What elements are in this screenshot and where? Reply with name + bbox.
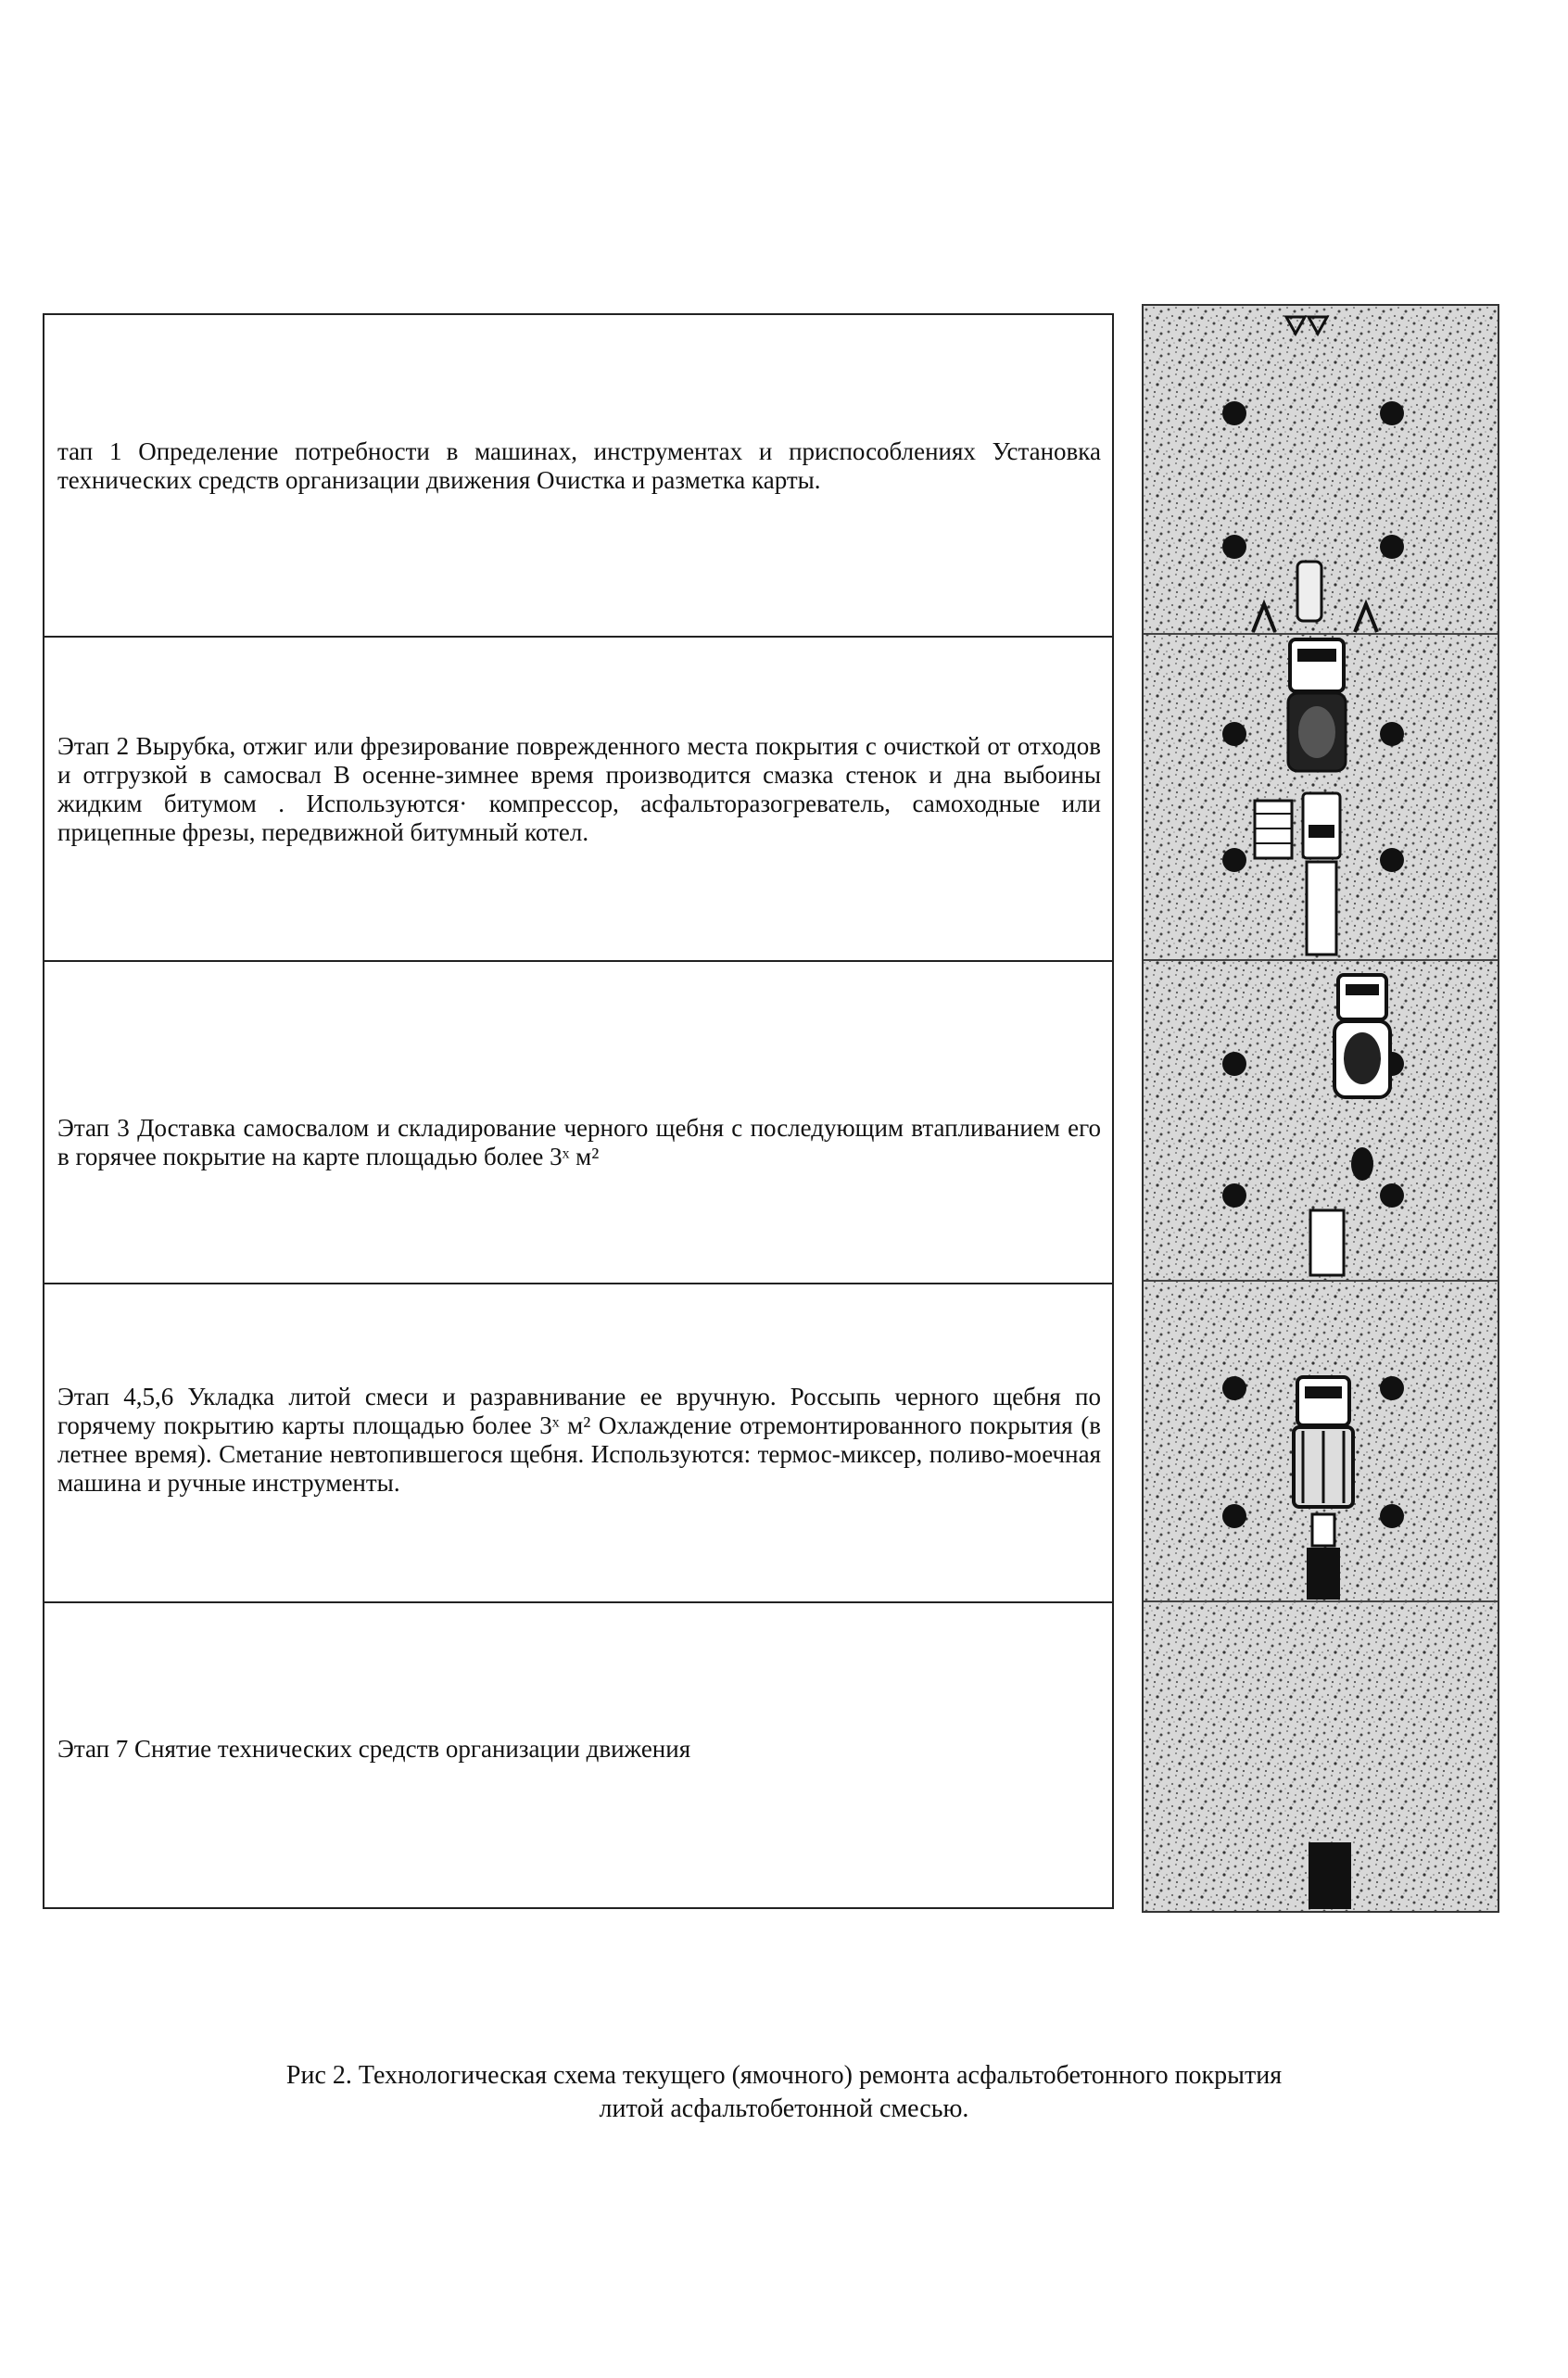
stage-row-3 bbox=[44, 962, 1112, 1284]
traffic-cone-marker bbox=[1222, 722, 1246, 746]
dump-truck-icon bbox=[1334, 975, 1390, 1097]
asphalt-texture bbox=[1144, 306, 1498, 1911]
traffic-cone-marker bbox=[1380, 535, 1404, 559]
worker-icon bbox=[1312, 1514, 1334, 1546]
stage-row-4 bbox=[44, 1284, 1112, 1603]
gravel-pile-icon bbox=[1351, 1147, 1373, 1181]
stage-row-1 bbox=[44, 315, 1112, 638]
completed-repair-patch bbox=[1309, 1842, 1351, 1909]
repair-scheme-diagram bbox=[1142, 304, 1499, 1913]
figure-caption bbox=[93, 2059, 1475, 2126]
traffic-cone-marker bbox=[1380, 1183, 1404, 1208]
stage-row-2 bbox=[44, 638, 1112, 962]
mixer-truck-icon bbox=[1294, 1377, 1353, 1507]
stage-3-text: Этап 3 Доставка самосвалом и складирование черного щебня с последующим втапливанием его в горячее покрытие на карте площадью более 3ˣ м² bbox=[57, 1114, 1101, 1170]
stage-7-scheme bbox=[1309, 1842, 1351, 1909]
traffic-cone-marker bbox=[1222, 401, 1246, 425]
repair-map-area bbox=[1310, 1210, 1344, 1275]
stage-2-text: Этап 2 Вырубка, отжиг или фрезирование поврежденного места покрытия с очисткой от отходов и отгрузкой в самосвал В осенне-зимнее время производится смазка стенок и дна выбоины жидким битумом . Используются· компрессор, асфальторазогреватель, самоходные или прицепные фрезы, передвижной битумный котел. bbox=[57, 732, 1101, 846]
stage-4-text: Этап 4,5,6 Укладка литой смеси и разравнивание ее вручную. Россыпь черного щебня по горячему покрытию карты площадью более 3ˣ м² Охлаждение отремонтированного покрытия (в летнее время). Сметание невтопившегося щебня. Используются: термос-миксер, поливо-моечная машина и ручные инструменты. bbox=[57, 1383, 1101, 1497]
stage-5-text: Этап 7 Снятие технических средств организации движения bbox=[57, 1735, 691, 1763]
traffic-cone-marker bbox=[1380, 1376, 1404, 1400]
traffic-cone-marker bbox=[1222, 1183, 1246, 1208]
traffic-cone-marker bbox=[1380, 401, 1404, 425]
vehicle-icon bbox=[1297, 562, 1321, 621]
milling-machine-icon bbox=[1303, 793, 1340, 955]
traffic-cone-marker bbox=[1222, 848, 1246, 872]
stage-row-5 bbox=[44, 1603, 1112, 1911]
filled-pothole bbox=[1307, 1548, 1340, 1600]
truck-icon bbox=[1288, 639, 1346, 771]
caption-line-2: литой асфальтобетонной смесью. bbox=[599, 2094, 969, 2123]
caption-line-1: Рис 2. Технологическая схема текущего (ямочного) ремонта асфальтобетонного покрытия bbox=[285, 2061, 1283, 2090]
traffic-cone-marker bbox=[1222, 535, 1246, 559]
traffic-cone-marker bbox=[1380, 1504, 1404, 1528]
traffic-cone-marker bbox=[1222, 1376, 1246, 1400]
stage-1-text: тап 1 Определение потребности в машинах, инструментах и приспособлениях Установка технических средств организации движения Очистка и разметка карты. bbox=[57, 437, 1101, 494]
traffic-cone-marker bbox=[1380, 722, 1404, 746]
traffic-cone-marker bbox=[1222, 1504, 1246, 1528]
compressor-icon bbox=[1255, 801, 1292, 858]
traffic-cone-marker bbox=[1380, 848, 1404, 872]
stages-table bbox=[43, 313, 1114, 1909]
traffic-cone-marker bbox=[1222, 1052, 1246, 1076]
